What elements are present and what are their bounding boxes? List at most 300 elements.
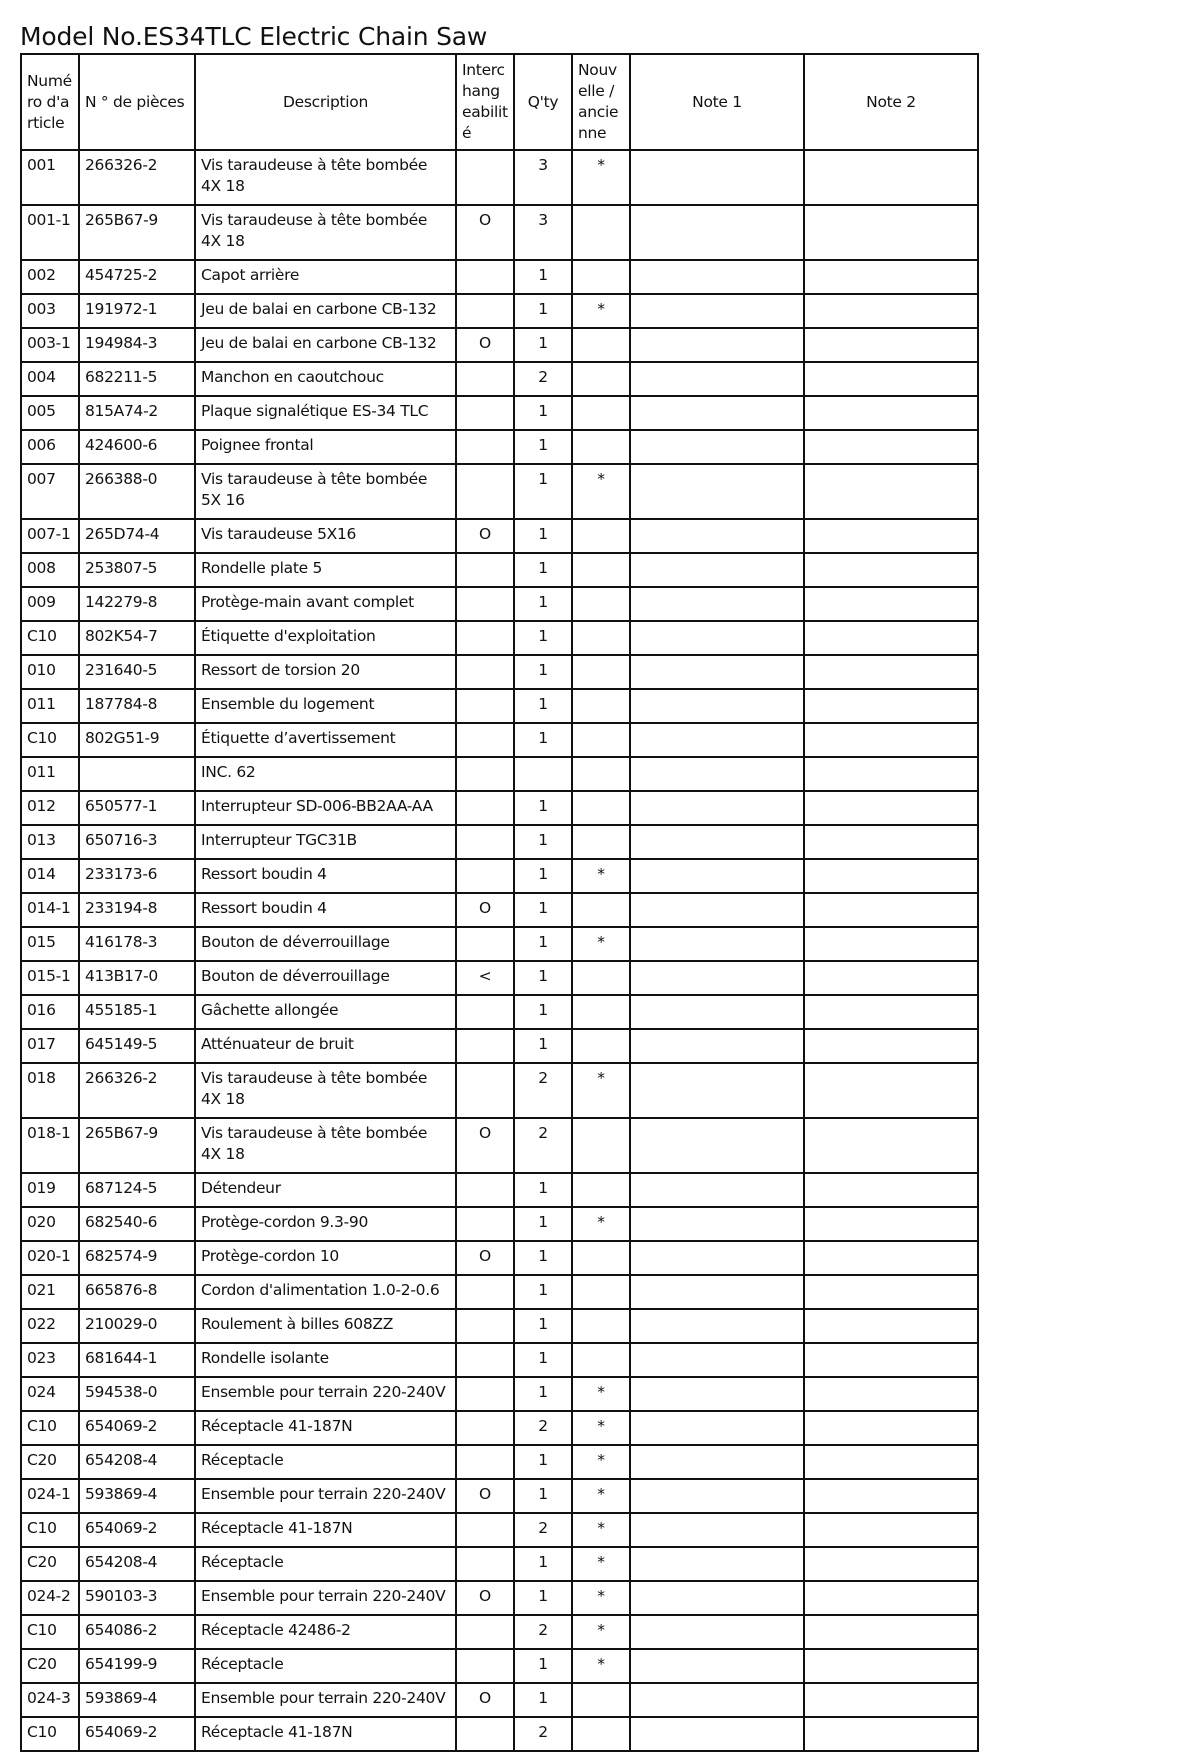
interchangeability-cell: [456, 859, 514, 893]
table-row: [21, 757, 978, 791]
description-cell: Ressort boudin 4: [195, 893, 456, 927]
note-1-cell: [630, 294, 804, 328]
item-number-cell: 014: [21, 859, 79, 893]
interchangeability-cell: [456, 362, 514, 396]
item-number-cell: 011: [21, 689, 79, 723]
description-cell: Poignee frontal: [195, 430, 456, 464]
qty-cell: 1: [514, 621, 572, 655]
description-cell: Vis taraudeuse à tête bombée 5X 16: [195, 464, 456, 519]
new-old-cell: [572, 553, 630, 587]
new-old-cell: [572, 825, 630, 859]
parts-table: [20, 53, 979, 1752]
table-row: [21, 519, 978, 553]
qty-cell: 1: [514, 1241, 572, 1275]
qty-cell: 1: [514, 893, 572, 927]
qty-cell: 1: [514, 961, 572, 995]
table-row: [21, 294, 978, 328]
item-number-cell: 024-3: [21, 1683, 79, 1717]
note-1-cell: [630, 927, 804, 961]
part-number-cell: 654069-2: [79, 1411, 195, 1445]
note-1-cell: [630, 553, 804, 587]
table-row: [21, 1173, 978, 1207]
new-old-cell: [572, 757, 630, 791]
description-cell: Manchon en caoutchouc: [195, 362, 456, 396]
note-1-cell: [630, 1479, 804, 1513]
new-old-cell: [572, 396, 630, 430]
description-cell: Étiquette d'exploitation: [195, 621, 456, 655]
new-old-cell: [572, 1118, 630, 1173]
qty-cell: 1: [514, 294, 572, 328]
table-row: [21, 260, 978, 294]
note-2-cell: [804, 1513, 978, 1547]
part-number-cell: 413B17-0: [79, 961, 195, 995]
description-cell: Réceptacle: [195, 1649, 456, 1683]
interchangeability-cell: [456, 1445, 514, 1479]
note-2-cell: [804, 1377, 978, 1411]
interchangeability-cell: [456, 1547, 514, 1581]
interchangeability-cell: [456, 1717, 514, 1751]
new-old-cell: *: [572, 1615, 630, 1649]
qty-cell: 1: [514, 791, 572, 825]
description-cell: Vis taraudeuse à tête bombée 4X 18: [195, 1118, 456, 1173]
item-number-cell: 012: [21, 791, 79, 825]
table-body: [21, 150, 978, 1751]
new-old-cell: *: [572, 1445, 630, 1479]
part-number-cell: 210029-0: [79, 1309, 195, 1343]
description-cell: Interrupteur SD-006-BB2AA-AA: [195, 791, 456, 825]
new-old-cell: [572, 260, 630, 294]
description-cell: Réceptacle 41-187N: [195, 1411, 456, 1445]
part-number-cell: 802G51-9: [79, 723, 195, 757]
part-number-cell: 815A74-2: [79, 396, 195, 430]
new-old-cell: *: [572, 1479, 630, 1513]
qty-cell: 1: [514, 1479, 572, 1513]
part-number-cell: 194984-3: [79, 328, 195, 362]
note-1-cell: [630, 396, 804, 430]
interchangeability-cell: [456, 1063, 514, 1118]
interchangeability-cell: [456, 1649, 514, 1683]
table-row: [21, 1683, 978, 1717]
description-cell: Capot arrière: [195, 260, 456, 294]
part-number-cell: 265D74-4: [79, 519, 195, 553]
new-old-cell: [572, 519, 630, 553]
qty-cell: 3: [514, 205, 572, 260]
new-old-cell: *: [572, 150, 630, 205]
interchangeability-cell: <: [456, 961, 514, 995]
item-number-cell: 001: [21, 150, 79, 205]
part-number-cell: 593869-4: [79, 1479, 195, 1513]
part-number-cell: 645149-5: [79, 1029, 195, 1063]
item-number-cell: 003-1: [21, 328, 79, 362]
new-old-cell: [572, 1241, 630, 1275]
new-old-cell: [572, 689, 630, 723]
interchangeability-cell: O: [456, 1241, 514, 1275]
note-2-cell: [804, 553, 978, 587]
description-cell: Jeu de balai en carbone CB-132: [195, 328, 456, 362]
note-1-cell: [630, 1513, 804, 1547]
description-cell: Réceptacle 42486-2: [195, 1615, 456, 1649]
note-2-cell: [804, 205, 978, 260]
part-number-cell: 266388-0: [79, 464, 195, 519]
note-1-cell: [630, 825, 804, 859]
qty-cell: 1: [514, 995, 572, 1029]
part-number-cell: 654199-9: [79, 1649, 195, 1683]
note-1-cell: [630, 757, 804, 791]
item-number-cell: 016: [21, 995, 79, 1029]
interchangeability-cell: O: [456, 1581, 514, 1615]
description-cell: Protège-cordon 10: [195, 1241, 456, 1275]
item-number-cell: 009: [21, 587, 79, 621]
part-number-cell: 266326-2: [79, 150, 195, 205]
note-1-cell: [630, 587, 804, 621]
note-2-cell: [804, 1241, 978, 1275]
interchangeability-cell: [456, 1615, 514, 1649]
item-number-cell: 002: [21, 260, 79, 294]
interchangeability-cell: [456, 655, 514, 689]
interchangeability-cell: [456, 260, 514, 294]
item-number-cell: C10: [21, 723, 79, 757]
new-old-cell: *: [572, 1411, 630, 1445]
part-number-cell: 594538-0: [79, 1377, 195, 1411]
new-old-cell: *: [572, 1547, 630, 1581]
qty-cell: 1: [514, 1683, 572, 1717]
table-row: [21, 464, 978, 519]
part-number-cell: 802K54-7: [79, 621, 195, 655]
item-number-cell: 006: [21, 430, 79, 464]
interchangeability-cell: O: [456, 1683, 514, 1717]
note-1-cell: [630, 1241, 804, 1275]
description-cell: Plaque signalétique ES-34 TLC: [195, 396, 456, 430]
table-row: [21, 1649, 978, 1683]
table-row: [21, 1479, 978, 1513]
qty-cell: 1: [514, 859, 572, 893]
table-row: [21, 1377, 978, 1411]
note-1-cell: [630, 519, 804, 553]
header-part-no: N ° de pièces: [79, 54, 195, 150]
note-2-cell: [804, 150, 978, 205]
new-old-cell: [572, 723, 630, 757]
new-old-cell: [572, 791, 630, 825]
item-number-cell: 007-1: [21, 519, 79, 553]
note-2-cell: [804, 519, 978, 553]
qty-cell: 1: [514, 553, 572, 587]
table-header: [21, 54, 978, 150]
note-2-cell: [804, 1173, 978, 1207]
interchangeability-cell: [456, 995, 514, 1029]
interchangeability-cell: [456, 396, 514, 430]
interchangeability-cell: [456, 825, 514, 859]
header-new-old: Nouv elle / ancie nne: [572, 54, 630, 150]
note-1-cell: [630, 689, 804, 723]
note-1-cell: [630, 1683, 804, 1717]
new-old-cell: [572, 587, 630, 621]
description-cell: Interrupteur TGC31B: [195, 825, 456, 859]
table-row: [21, 927, 978, 961]
note-2-cell: [804, 1615, 978, 1649]
interchangeability-cell: [456, 621, 514, 655]
note-2-cell: [804, 1445, 978, 1479]
qty-cell: 1: [514, 260, 572, 294]
note-2-cell: [804, 1649, 978, 1683]
note-1-cell: [630, 328, 804, 362]
qty-cell: 1: [514, 723, 572, 757]
qty-cell: 1: [514, 396, 572, 430]
new-old-cell: [572, 1343, 630, 1377]
part-number-cell: 233194-8: [79, 893, 195, 927]
table-row: [21, 1241, 978, 1275]
interchangeability-cell: [456, 1377, 514, 1411]
interchangeability-cell: [456, 689, 514, 723]
note-1-cell: [630, 1581, 804, 1615]
table-row: [21, 1547, 978, 1581]
interchangeability-cell: [456, 1207, 514, 1241]
item-number-cell: 024-2: [21, 1581, 79, 1615]
part-number-cell: 687124-5: [79, 1173, 195, 1207]
part-number-cell: 424600-6: [79, 430, 195, 464]
part-number-cell: 682211-5: [79, 362, 195, 396]
qty-cell: 2: [514, 1118, 572, 1173]
table-row: [21, 655, 978, 689]
part-number-cell: 654208-4: [79, 1547, 195, 1581]
note-1-cell: [630, 655, 804, 689]
note-2-cell: [804, 1207, 978, 1241]
item-number-cell: C10: [21, 1513, 79, 1547]
description-cell: Vis taraudeuse à tête bombée 4X 18: [195, 1063, 456, 1118]
note-2-cell: [804, 1063, 978, 1118]
new-old-cell: *: [572, 859, 630, 893]
new-old-cell: *: [572, 1377, 630, 1411]
interchangeability-cell: [456, 150, 514, 205]
description-cell: Ensemble du logement: [195, 689, 456, 723]
description-cell: Protège-main avant complet: [195, 587, 456, 621]
header-note-2: Note 2: [804, 54, 978, 150]
note-2-cell: [804, 328, 978, 362]
table-row: [21, 396, 978, 430]
part-number-cell: 681644-1: [79, 1343, 195, 1377]
part-number-cell: 665876-8: [79, 1275, 195, 1309]
note-2-cell: [804, 587, 978, 621]
item-number-cell: 015-1: [21, 961, 79, 995]
table-row: [21, 1717, 978, 1751]
description-cell: Protège-cordon 9.3-90: [195, 1207, 456, 1241]
note-2-cell: [804, 362, 978, 396]
part-number-cell: 650716-3: [79, 825, 195, 859]
part-number-cell: 231640-5: [79, 655, 195, 689]
interchangeability-cell: [456, 1309, 514, 1343]
table-row: [21, 328, 978, 362]
note-2-cell: [804, 825, 978, 859]
part-number-cell: 682574-9: [79, 1241, 195, 1275]
note-1-cell: [630, 1649, 804, 1683]
item-number-cell: C20: [21, 1547, 79, 1581]
description-cell: Ensemble pour terrain 220-240V: [195, 1479, 456, 1513]
interchangeability-cell: [456, 1029, 514, 1063]
part-number-cell: 654208-4: [79, 1445, 195, 1479]
interchangeability-cell: O: [456, 519, 514, 553]
note-2-cell: [804, 1547, 978, 1581]
header-qty: Q'ty: [514, 54, 572, 150]
qty-cell: 1: [514, 1029, 572, 1063]
table-row: [21, 1581, 978, 1615]
qty-cell: 1: [514, 825, 572, 859]
qty-cell: 1: [514, 1581, 572, 1615]
item-number-cell: 014-1: [21, 893, 79, 927]
note-2-cell: [804, 961, 978, 995]
table-row: [21, 1275, 978, 1309]
description-cell: Réceptacle 41-187N: [195, 1717, 456, 1751]
note-2-cell: [804, 1343, 978, 1377]
new-old-cell: [572, 430, 630, 464]
part-number-cell: 593869-4: [79, 1683, 195, 1717]
description-cell: Rondelle isolante: [195, 1343, 456, 1377]
table-row: [21, 205, 978, 260]
interchangeability-cell: [456, 1173, 514, 1207]
new-old-cell: *: [572, 1207, 630, 1241]
qty-cell: 1: [514, 927, 572, 961]
interchangeability-cell: [456, 1343, 514, 1377]
part-number-cell: 191972-1: [79, 294, 195, 328]
description-cell: Ressort de torsion 20: [195, 655, 456, 689]
item-number-cell: 021: [21, 1275, 79, 1309]
item-number-cell: 018-1: [21, 1118, 79, 1173]
table-row: [21, 430, 978, 464]
item-number-cell: 001-1: [21, 205, 79, 260]
note-1-cell: [630, 791, 804, 825]
note-2-cell: [804, 1683, 978, 1717]
new-old-cell: *: [572, 294, 630, 328]
description-cell: Jeu de balai en carbone CB-132: [195, 294, 456, 328]
note-2-cell: [804, 995, 978, 1029]
qty-cell: 2: [514, 1411, 572, 1445]
description-cell: Réceptacle: [195, 1547, 456, 1581]
part-number-cell: 233173-6: [79, 859, 195, 893]
header-note-1: Note 1: [630, 54, 804, 150]
part-number-cell: 654069-2: [79, 1513, 195, 1547]
note-2-cell: [804, 791, 978, 825]
new-old-cell: [572, 1275, 630, 1309]
note-1-cell: [630, 1343, 804, 1377]
part-number-cell: 142279-8: [79, 587, 195, 621]
header-description: Description: [195, 54, 456, 150]
table-row: [21, 859, 978, 893]
item-number-cell: 024: [21, 1377, 79, 1411]
part-number-cell: 654086-2: [79, 1615, 195, 1649]
interchangeability-cell: [456, 464, 514, 519]
note-2-cell: [804, 621, 978, 655]
item-number-cell: 022: [21, 1309, 79, 1343]
description-cell: Bouton de déverrouillage: [195, 961, 456, 995]
qty-cell: 2: [514, 1717, 572, 1751]
note-2-cell: [804, 464, 978, 519]
item-number-cell: 011: [21, 757, 79, 791]
table-row: [21, 689, 978, 723]
note-1-cell: [630, 205, 804, 260]
item-number-cell: 020-1: [21, 1241, 79, 1275]
qty-cell: 2: [514, 1615, 572, 1649]
table-row: [21, 1118, 978, 1173]
description-cell: Ensemble pour terrain 220-240V: [195, 1377, 456, 1411]
qty-cell: 1: [514, 1377, 572, 1411]
new-old-cell: *: [572, 1063, 630, 1118]
note-2-cell: [804, 1275, 978, 1309]
part-number-cell: 682540-6: [79, 1207, 195, 1241]
interchangeability-cell: [456, 1275, 514, 1309]
qty-cell: 2: [514, 1063, 572, 1118]
description-cell: Réceptacle: [195, 1445, 456, 1479]
table-row: [21, 587, 978, 621]
header-interchangeability: Interc hang eabilit é: [456, 54, 514, 150]
table-row: [21, 553, 978, 587]
interchangeability-cell: [456, 553, 514, 587]
description-cell: INC. 62: [195, 757, 456, 791]
part-number-cell: [79, 757, 195, 791]
new-old-cell: [572, 1029, 630, 1063]
note-1-cell: [630, 621, 804, 655]
table-row: [21, 791, 978, 825]
item-number-cell: 023: [21, 1343, 79, 1377]
interchangeability-cell: O: [456, 893, 514, 927]
part-number-cell: 590103-3: [79, 1581, 195, 1615]
note-2-cell: [804, 396, 978, 430]
note-2-cell: [804, 689, 978, 723]
note-1-cell: [630, 1207, 804, 1241]
table-row: [21, 1309, 978, 1343]
note-1-cell: [630, 1118, 804, 1173]
interchangeability-cell: [456, 1411, 514, 1445]
note-1-cell: [630, 1615, 804, 1649]
item-number-cell: 003: [21, 294, 79, 328]
part-number-cell: 454725-2: [79, 260, 195, 294]
qty-cell: 1: [514, 1343, 572, 1377]
interchangeability-cell: [456, 430, 514, 464]
note-2-cell: [804, 1717, 978, 1751]
new-old-cell: *: [572, 927, 630, 961]
interchangeability-cell: [456, 1513, 514, 1547]
interchangeability-cell: [456, 927, 514, 961]
qty-cell: 1: [514, 430, 572, 464]
note-1-cell: [630, 893, 804, 927]
qty-cell: 2: [514, 1513, 572, 1547]
new-old-cell: *: [572, 1581, 630, 1615]
page-title: Model No.ES34TLC Electric Chain Saw: [20, 22, 488, 51]
note-2-cell: [804, 430, 978, 464]
part-number-cell: 253807-5: [79, 553, 195, 587]
qty-cell: 1: [514, 689, 572, 723]
note-1-cell: [630, 1717, 804, 1751]
note-1-cell: [630, 1547, 804, 1581]
note-2-cell: [804, 1581, 978, 1615]
new-old-cell: [572, 961, 630, 995]
qty-cell: [514, 757, 572, 791]
item-number-cell: 005: [21, 396, 79, 430]
new-old-cell: [572, 328, 630, 362]
qty-cell: 1: [514, 1275, 572, 1309]
note-1-cell: [630, 464, 804, 519]
qty-cell: 1: [514, 1173, 572, 1207]
note-2-cell: [804, 1411, 978, 1445]
description-cell: Atténuateur de bruit: [195, 1029, 456, 1063]
new-old-cell: [572, 1173, 630, 1207]
qty-cell: 1: [514, 1547, 572, 1581]
description-cell: Vis taraudeuse à tête bombée 4X 18: [195, 205, 456, 260]
table-row: [21, 825, 978, 859]
item-number-cell: 024-1: [21, 1479, 79, 1513]
new-old-cell: [572, 205, 630, 260]
note-2-cell: [804, 655, 978, 689]
note-2-cell: [804, 1029, 978, 1063]
note-1-cell: [630, 1377, 804, 1411]
note-1-cell: [630, 723, 804, 757]
